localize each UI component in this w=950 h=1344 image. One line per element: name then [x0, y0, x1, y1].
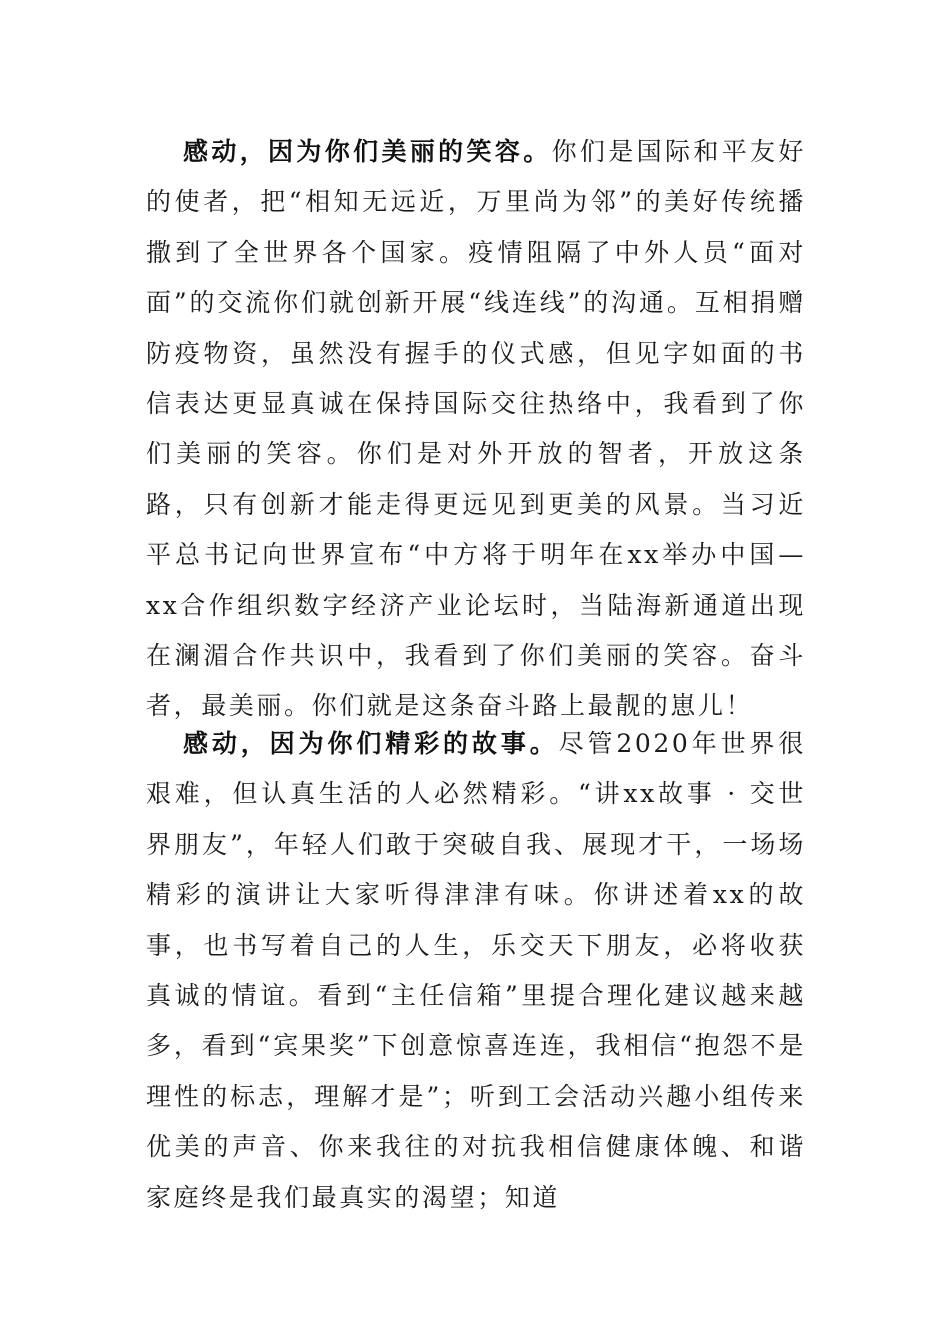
paragraph-smiles — [146, 127, 806, 732]
paragraph-lead-heading: 感动，因为你们美丽的笑容。 — [183, 137, 552, 166]
paragraph-body-text: 尽管2020年世界很艰难，但认真生活的人必然精彩。“讲xx故事 · 交世界朋友”，年轻人们敢于突破自我、展现才干，一场场精彩的演讲让大家听得津津有味。你讲述着xx的故事，也书写着自己的人生，乐交天下朋友，必将收获真诚的情谊。看到“主任信箱”里提合理化建议越来越多，看到“宾果奖”下创意惊喜连连，我相信“抱怨不是理性的标志，理解才是”；听到工会活动兴趣小组传来优美的声音、你来我往的对抗我相信健康体魄、和谐家庭终是我们最真实的渴望；知道 — [146, 729, 806, 1212]
paragraph-stories — [146, 719, 806, 1223]
paragraph-lead-heading: 感动，因为你们精彩的故事。 — [183, 729, 559, 758]
paragraph-body-text: 你们是国际和平友好的使者，把“相知无远近，万里尚为邻”的美好传统播撒到了全世界各个国家。疫情阻隔了中外人员“面对面”的交流你们就创新开展“线连线”的沟通。互相捐赠防疫物资，虽然没有握手的仪式感，但见字如面的书信表达更显真诚在保持国际交往热络中，我看到了你们美丽的笑容。你们是对外开放的智者，开放这条路，只有创新才能走得更远见到更美的风景。当习近平总书记向世界宣布“中方将于明年在xx举办中国—xx合作组织数字经济产业论坛时，当陆海新通道出现在澜湄合作共识中，我看到了你们美丽的笑容。奋斗者，最美丽。你们就是这条奋斗路上最靓的崽儿！ — [146, 137, 806, 721]
